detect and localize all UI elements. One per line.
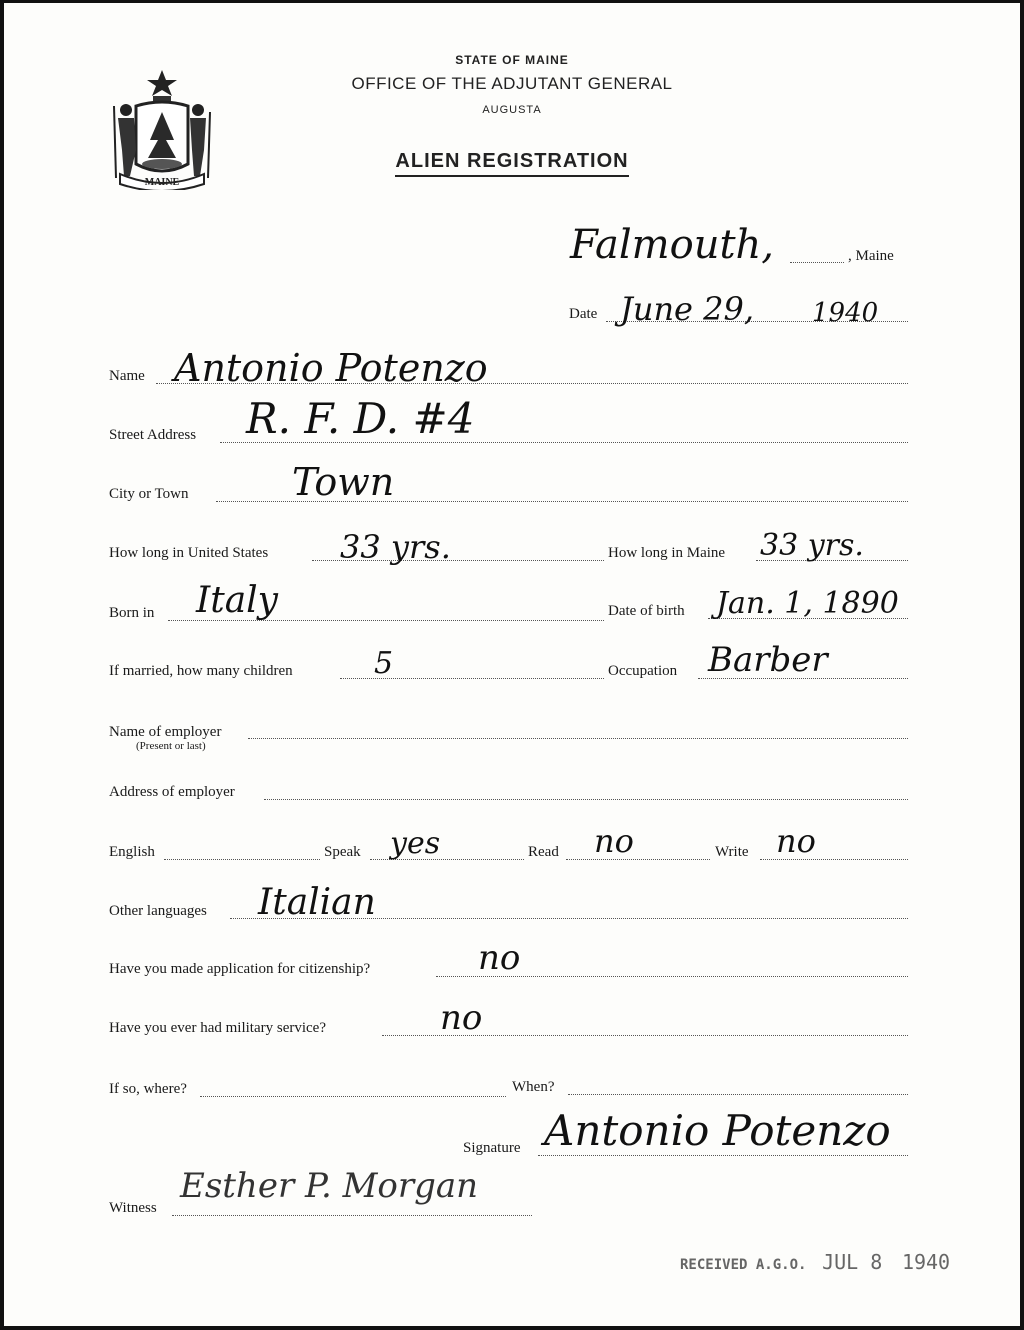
born-label: Born in: [109, 605, 155, 621]
citizenship-label: Have you made application for citizenship?: [109, 961, 371, 977]
name-label: Name: [109, 368, 145, 384]
header-office: OFFICE OF THE ADJUTANT GENERAL: [351, 74, 673, 93]
military-value: no: [440, 998, 483, 1038]
city-label: City or Town: [109, 486, 189, 502]
name-value: Antonio Potenzo: [174, 346, 488, 390]
scan-border-top: [0, 0, 1024, 3]
date-year: 1940: [812, 298, 879, 328]
dob-label: Date of birth: [608, 603, 685, 619]
form-title: [0, 150, 1024, 173]
received-stamp-year: 1940: [901, 1250, 951, 1274]
street-label: Street Address: [109, 427, 197, 443]
english-label: English: [109, 844, 155, 860]
when-dots: [568, 1094, 908, 1095]
write-value: no: [776, 822, 816, 860]
received-stamp-date: JUL 8: [822, 1250, 883, 1274]
maine-value: 33 yrs.: [760, 528, 864, 563]
employer-dots: [248, 738, 908, 739]
scan-border-bottom: [0, 1326, 1024, 1330]
speak-label: Speak: [324, 844, 361, 860]
children-value: 5: [374, 646, 394, 681]
signature-label: Signature: [463, 1140, 521, 1156]
born-value: Italy: [196, 580, 279, 621]
employer-address-label: Address of employer: [109, 784, 235, 800]
employer-label: Name of employer: [109, 724, 222, 740]
date-label: Date: [569, 306, 598, 322]
signature-dots: [538, 1155, 908, 1156]
form-title-text: ALIEN REGISTRATION: [395, 150, 628, 177]
english-dots: [164, 859, 320, 860]
place-dots: [790, 262, 844, 263]
street-value: R. F. D. #4: [246, 394, 475, 443]
witness-dots: [172, 1215, 532, 1216]
place-value: Falmouth,: [570, 222, 775, 268]
us-value: 33 yrs.: [340, 528, 451, 566]
received-stamp: [680, 1250, 950, 1274]
city-value: Town: [292, 460, 395, 504]
languages-value: Italian: [258, 882, 376, 923]
header-state: STATE OF MAINE: [455, 53, 569, 67]
citizenship-value: no: [478, 938, 521, 978]
received-stamp-text: RECEIVED A.G.O.: [680, 1257, 807, 1273]
read-value: no: [594, 822, 634, 860]
header-city: AUGUSTA: [482, 104, 542, 116]
maine-label: How long in Maine: [608, 545, 726, 561]
write-label: Write: [715, 844, 749, 860]
occupation-label: Occupation: [608, 663, 678, 679]
us-label: How long in United States: [109, 545, 269, 561]
speak-value: yes: [390, 826, 441, 861]
dob-value: Jan. 1, 1890: [716, 586, 899, 621]
seal-banner-text: MAINE: [144, 177, 180, 188]
signature-value: Antonio Potenzo: [544, 1106, 891, 1155]
scan-border-right: [1020, 0, 1024, 1330]
employer-sublabel: (Present or last): [136, 740, 206, 752]
witness-value: Esther P. Morgan: [180, 1166, 479, 1206]
employer-address-dots: [264, 799, 908, 800]
scan-border-left: [0, 0, 4, 1330]
witness-label: Witness: [109, 1200, 157, 1216]
where-label: If so, where?: [109, 1081, 187, 1097]
when-label: When?: [512, 1079, 555, 1095]
date-month-day: June 29,: [620, 290, 755, 328]
occupation-value: Barber: [708, 640, 828, 680]
military-label: Have you ever had military service?: [109, 1020, 326, 1036]
read-label: Read: [528, 844, 559, 860]
children-label: If married, how many children: [109, 663, 293, 679]
read-dots: [566, 859, 710, 860]
languages-label: Other languages: [109, 903, 207, 919]
where-dots: [200, 1096, 506, 1097]
place-suffix: , Maine: [848, 248, 894, 264]
